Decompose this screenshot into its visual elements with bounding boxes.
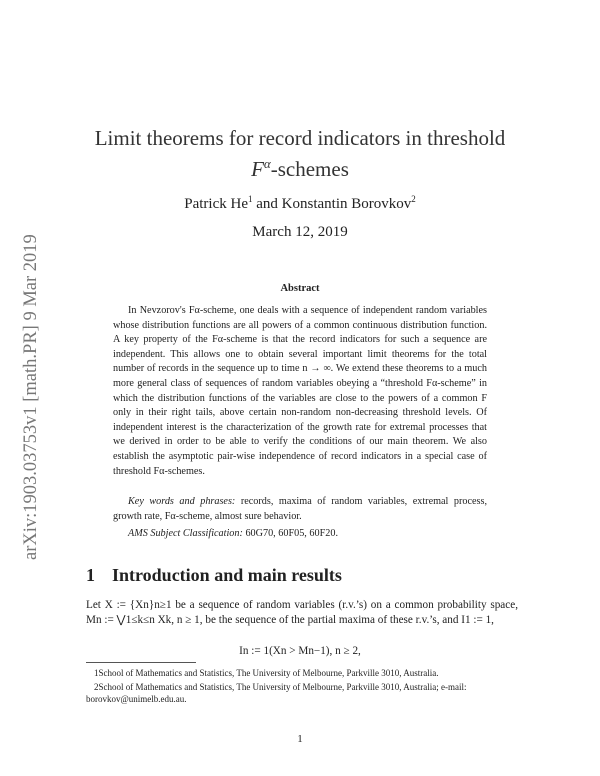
- abstract-body: In Nevzorov's Fα-scheme, one deals with a sequence of independent random variables whose distribution functions are all powers of a common continuous distribution function. A key property of the Fα-scheme is that the record indicators for such a sequence are independent. This allows one to obtain several important limit theorems for the total number of records in the sequence up to time n → ∞. We extend these theorems to a much more general class of sequences of random variables obeying a “threshold Fα-scheme” in which the distribution functions of the variables are close to the powers of a common F only in their right tails, above certain non-random non-decreasing threshold levels. Of independent interest is the characterization of the growth rate for extremal processes that we derived in order to be able to verify the conditions of our main theorem. We also establish the asymptotic pair-wise independence of record indicators in a special case of threshold Fα-schemes.: [113, 305, 487, 477]
- keywords-label: Key words and phrases:: [128, 496, 236, 507]
- author-list: [0, 194, 600, 213]
- section-heading: [86, 565, 342, 586]
- author-conjunction: and: [256, 196, 278, 212]
- footnote-1: 1School of Mathematics and Statistics, The University of Melbourne, Parkville 3010, Australia.: [94, 668, 439, 678]
- author-name: Patrick He: [184, 196, 248, 212]
- arxiv-id-text: arXiv:1903.03753v1 [math.PR] 9 Mar 2019: [21, 234, 41, 560]
- author-name: Konstantin Borovkov: [281, 196, 412, 212]
- page-number: 1: [297, 733, 303, 745]
- keywords: [113, 495, 487, 524]
- keywords-text: records, maxima of random variables, extremal process, growth rate, Fα-scheme, almost sure behavior.: [113, 496, 487, 522]
- display-equation: In := 1(Xn > Mn−1), n ≥ 2,: [239, 645, 361, 657]
- section-number: 1: [86, 565, 95, 585]
- affiliation-mark: 1: [247, 194, 253, 204]
- paper-title: [0, 125, 600, 182]
- abstract-heading: Abstract: [280, 283, 320, 294]
- title-line-2: $F^\alpha$-schemes: [251, 156, 349, 181]
- paper-date: March 12, 2019: [252, 224, 348, 240]
- ams-label: AMS Subject Classification:: [128, 528, 243, 539]
- section-title: Introduction and main results: [112, 565, 342, 585]
- affiliation-mark: 2: [411, 194, 416, 204]
- footnote-rule: [86, 662, 196, 663]
- intro-paragraph: Let X := {Xn}n≥1 be a sequence of random variables (r.v.’s) on a common probability space, Mn := ⋁1≤k≤n Xk, n ≥ 1, be the sequence of the partial maxima of these r.v.’s, and I1 := 1,: [86, 599, 518, 626]
- footnote-2: 2School of Mathematics and Statistics, The University of Melbourne, Parkville 3010, Australia; e-mail: borovkov@unimelb.edu.au.: [86, 682, 467, 704]
- ams-classification: [128, 528, 338, 539]
- title-line-1: Limit theorems for record indicators in threshold: [94, 126, 506, 150]
- ams-codes: 60G70, 60F05, 60F20.: [245, 528, 338, 539]
